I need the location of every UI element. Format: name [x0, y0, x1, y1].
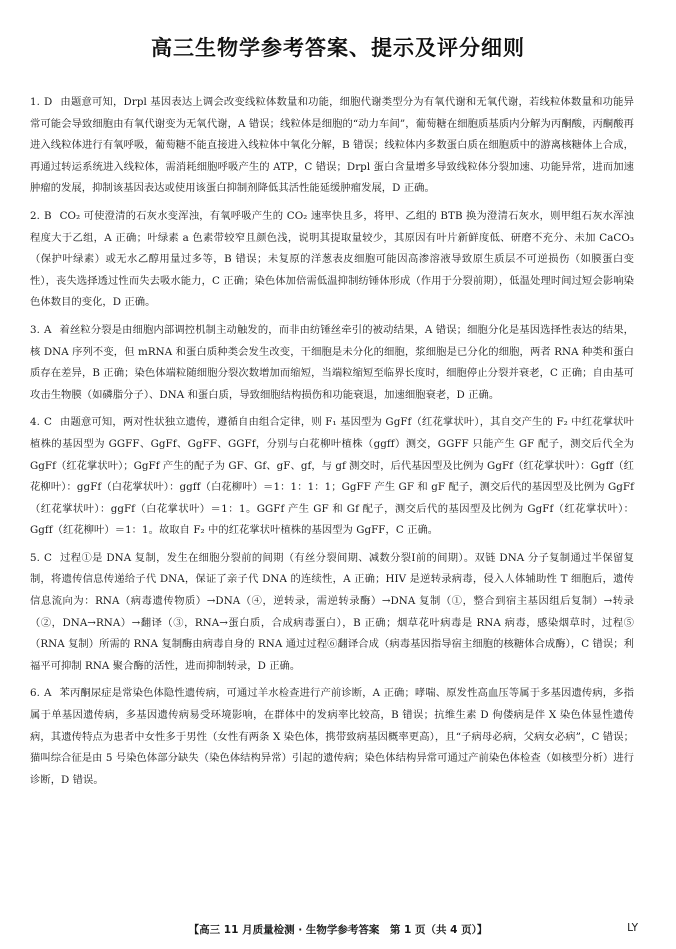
footer-text: 【高三 11 月质量检测 · 生物学参考答案 第 1 页（共 4 页）】 [188, 924, 488, 936]
item-explanation: CO₂ 可使澄清的石灰水变浑浊，有氧呼吸产生的 CO₂ 速率快且多，将甲、乙组的 BTB 换为澄清石灰水，则甲组石灰水浑浊程度大于乙组，A 正确；叶绿素 a 色素带较窄且颜色浅，说明其提取量较少，其原因有叶片新鲜度低、研磨不充分、未加 CaCO₃（保护叶绿素）或无水乙醇用量过多等，B 错误；未复原的洋葱表皮细胞可能因高渗溶液导致原生质层不可逆损伤（如膜蛋白变性），丧失选择透过性而失去吸水能力，C 正确；染色体加倍需低温抑制纺锤体形成（作用于分裂前期），低温处理时间过短会影响染色体数目的变化，D 正确。 [30, 209, 634, 309]
item-number: 3. [30, 323, 40, 336]
item-answer: A [43, 687, 52, 700]
item-explanation: 由题意可知，Drpl 基因表达上调会改变线粒体数量和功能，细胞代谢类型分为有氧代谢和无氧代谢，若线粒体数量和功能异常可能会导致细胞由有氧代谢变为无氧代谢，A 错误；线粒体是细胞的“动力车间”，葡萄糖在细胞质基质内分解为丙酮酸，丙酮酸再进入线粒体进行有氧呼吸，葡萄糖不能直接进入线粒体中氧化分解，B 错误；线粒体内多数蛋白质在细胞质中的游离核糖体上合成，再通过转运系统进入线粒体，需消耗细胞呼吸产生的 ATP，C 错误；Drpl 蛋白含量增多导致线粒体分裂加速、功能异常，进而加速肿瘤的发展，抑制该基因表达或使用该蛋白抑制剂降低其活性能延缓肿瘤发展，D 正确。 [30, 96, 634, 195]
answer-item-2 [30, 206, 634, 314]
item-explanation: 由题意可知，两对性状独立遗传，遵循自由组合定律，则 F₁ 基因型为 GgFf（红花掌状叶），其自交产生的 F₂ 中红花掌状叶植株的基因型为 GGFF、GgFf、GgFF、GGFf，分别与白花柳叶植株（ggff）测交，GGFF 只能产生 GF 配子，测交后代全为 GgFf（红花掌状叶）；GgFf 产生的配子为 GF、Gf、gF、gf，与 gf 测交时，后代基因型及比例为 GgFf（红花掌状叶）：Ggff（红花柳叶）：ggFf（白花掌状叶）：ggff（白花柳叶）＝1：1：1：1；GgFF 产生 GF 和 gF 配子，测交后代的基因型及比例为 GgFf（红花掌状叶）：ggFf（白花掌状叶）＝1：1。GGFf 产生 GF 和 Gf 配子，测交后代的基因型及比例为 GgFf（红花掌状叶）：Ggff（红花柳叶）＝1：1。故取自 F₂ 中的红花掌状叶植株的基因型为 GgFF，C 正确。 [30, 416, 634, 537]
answer-item-5 [30, 548, 634, 678]
footer-code: LY [627, 922, 638, 934]
item-explanation: 过程①是 DNA 复制，发生在细胞分裂前的间期（有丝分裂间期、减数分裂Ⅰ前的间期）。双链 DNA 分子复制通过半保留复制，将遗传信息传递给子代 DNA，保证了亲子代 DNA 的连续性，A 正确；HIV 是逆转录病毒，侵入人体辅助性 T 细胞后，遗传信息流向为：RNA（病毒遗传物质）→DNA（④，逆转录，需逆转录酶）→DNA 复制（①，整合到宿主基因组后复制）→转录（②，DNA→RNA）→翻译（③，RNA→蛋白质，合成病毒蛋白），B 正确；烟草花叶病毒是 RNA 病毒，感染烟草时，过程⑤（RNA 复制）所需的 RNA 复制酶由病毒自身的 RNA 通过过程⑥翻译合成（病毒基因指导宿主细胞的核糖体合成酶），C 错误；利福平可抑制 RNA 聚合酶的活性，进而抑制转录，D 正确。 [30, 551, 634, 672]
answer-list [30, 92, 634, 797]
item-number: 2. [30, 209, 40, 222]
item-number: 4. [30, 416, 40, 429]
item-number: 5. [30, 551, 40, 564]
page-title: 高三生物学参考答案、提示及评分细则 [151, 36, 525, 60]
answer-item-6 [30, 683, 634, 791]
item-explanation: 苯丙酮尿症是常染色体隐性遗传病，可通过羊水检查进行产前诊断，A 正确；哮喘、原发性高血压等属于多基因遗传病，多指属于单基因遗传病，多基因遗传病易受环境影响，在群体中的发病率比较高，B 错误；抗维生素 D 佝偻病是伴 X 染色体显性遗传病，其遗传特点为患者中女性多于男性（女性有两条 X 染色体，携带致病基因概率更高），且“子病母必病，父病女必病”，C 错误；猫叫综合征是由 5 号染色体部分缺失（染色体结构异常）引起的遗传病；染色体结构异常可通过产前染色体检查（如核型分析）进行诊断，D 错误。 [30, 687, 634, 786]
item-explanation: 着丝粒分裂是由细胞内部调控机制主动触发的，而非由纺锤丝牵引的被动结果，A 错误；细胞分化是基因选择性表达的结果，核 DNA 序列不变，但 mRNA 和蛋白质种类会发生改变，干细胞是未分化的细胞，浆细胞是已分化的细胞，两者 RNA 种类和蛋白质存在差异，B 正确；染色体端粒随细胞分裂次数增加而缩短，当端粒缩短至临界长度时，细胞停止分裂并衰老，C 正确；自由基可攻击生物膜（如磷脂分子）、DNA 和蛋白质，导致细胞结构损伤和功能衰退，加速细胞衰老，D 正确。 [30, 323, 634, 401]
item-answer: C [43, 551, 52, 564]
item-answer: C [43, 416, 52, 429]
answer-item-4 [30, 412, 634, 542]
item-answer: A [43, 323, 52, 336]
answer-item-3 [30, 320, 634, 406]
answer-item-1 [30, 92, 634, 200]
item-number: 1. [30, 96, 40, 108]
item-answer: B [43, 209, 52, 222]
item-number: 6. [30, 687, 40, 700]
page-footer [0, 920, 676, 940]
item-answer: D [43, 96, 53, 108]
